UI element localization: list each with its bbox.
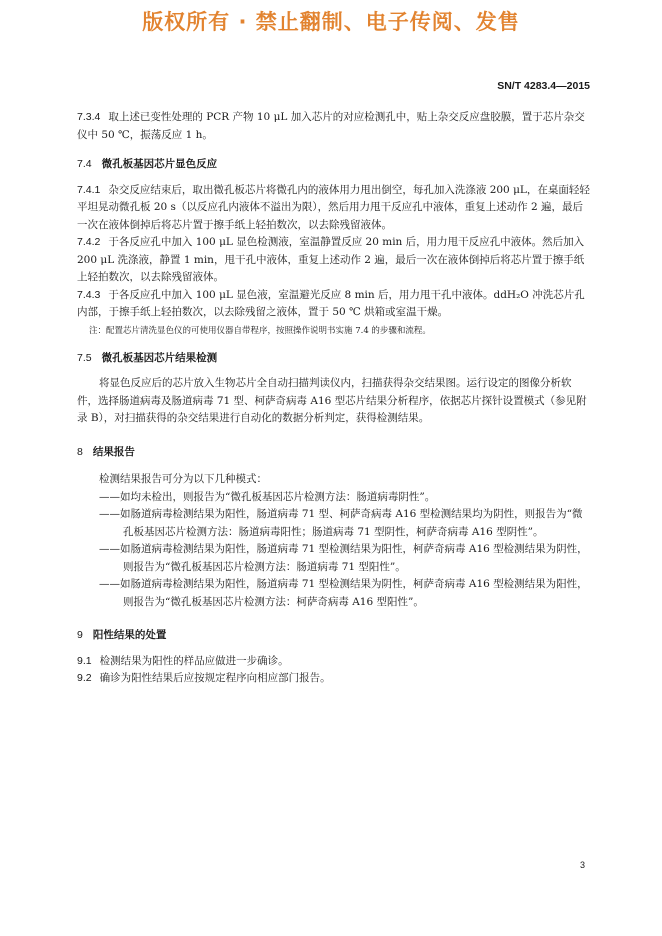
clause-7-4-2 (77, 234, 591, 287)
clause-text: 检测结果为阳性的样品应做进一步确诊。 (99, 654, 289, 667)
clause-number: 7.4.3 (77, 288, 101, 301)
section-heading-7-4 (77, 156, 591, 174)
clause-text: 于各反应孔中加入 100 μL 显色液，室温避光反应 8 min 后，用力甩干孔中液体。ddH₂O 冲洗芯片孔内部，于擦手纸上轻拍数次，以去除残留之液体，置于 50 ℃ 烘箱或室温干燥。 (77, 288, 585, 318)
clause-number: 9.1 (77, 654, 92, 667)
section-title: 结果报告 (92, 445, 135, 458)
clause-number: 9.2 (77, 672, 92, 684)
clause-number: 7.3.4 (77, 111, 101, 123)
section-7-5-text: 将显色反应后的芯片放入生物芯片全自动扫描判读仪内，扫描获得杂交结果图。运行设定的图像分析软件，选择肠道病毒及肠道病毒 71 型、柯萨奇病毒 A16 型芯片结果分析程序，依据芯片探针设置模式（参见附录 B），对扫描获得的杂交结果进行自动化的数据分析判定，获得检测结果。 (77, 377, 587, 424)
note: 注：配置芯片清洗显色仪的可使用仪器自带程序，按照操作说明书实施 7.4 的步骤和流程。 (89, 325, 431, 336)
clause-text: 于各反应孔中加入 100 μL 显色检测液，室温静置反应 20 min 后，用力甩干反应孔中液体。然后加入 200 μL 洗涤液，静置 1 min，甩干孔中液体，重复上述动作 2 遍，最后一次在液体倒掉后将芯片置于擦手纸上轻拍数次，以去除残留液体。 (77, 236, 585, 283)
clause-7-4-3 (77, 287, 591, 322)
copyright-watermark: 版权所有 · 禁止翻制、电子传阅、发售 (142, 10, 520, 34)
section-number: 8 (77, 445, 83, 458)
clause-9-2 (77, 670, 591, 688)
section-heading-7-5 (77, 350, 591, 368)
section-number: 7.5 (77, 351, 92, 364)
section-number: 7.4 (77, 158, 92, 170)
report-mode-item: ——如均未检出，则报告为“微孔板基因芯片检测方法：肠道病毒阴性”。 (99, 490, 436, 503)
report-mode-item: ——如肠道病毒检测结果为阳性，肠道病毒 71 型检测结果为阴性，柯萨奇病毒 A16 型检测结果为阳性，则报告为“微孔板基因芯片检测方法：柯萨奇病毒 A16 型阳性”。 (99, 578, 588, 608)
section-title: 微孔板基因芯片结果检测 (101, 351, 218, 364)
clause-text: 杂交反应结束后，取出微孔板芯片将微孔内的液体用力甩出倒空，每孔加入洗涤液 200 μL，在桌面轻轻平坦晃动微孔板 20 s（以反应孔内液体不溢出为限），然后用力甩干反应孔中液体，重复上述动作 2 遍，最后一次在液体倒掉后将芯片置于擦手纸上轻拍数次，以去除残留液体。 (77, 183, 590, 231)
clause-number: 7.4.1 (77, 183, 101, 196)
section-number: 9 (77, 629, 83, 641)
report-mode-item: ——如肠道病毒检测结果为阳性，肠道病毒 71 型、柯萨奇病毒 A16 型检测结果均为阴性，则报告为“微孔板基因芯片检测方法：肠道病毒阳性；肠道病毒 71 型阴性，柯萨奇病毒 A16 型阴性”。 (99, 508, 583, 538)
clause-9-1 (77, 653, 591, 671)
section-title: 微孔板基因芯片显色反应 (101, 158, 218, 170)
section-title: 阳性结果的处置 (92, 629, 167, 641)
clause-text: 确诊为阳性结果后应按规定程序向相应部门报告。 (99, 672, 331, 684)
report-mode-item: ——如肠道病毒检测结果为阳性，肠道病毒 71 型检测结果为阳性，柯萨奇病毒 A16 型检测结果为阴性，则报告为“微孔板基因芯片检测方法：肠道病毒 71 型阳性”。 (99, 543, 588, 573)
section-heading-9 (77, 627, 591, 645)
clause-7-3-4 (77, 109, 591, 144)
standard-code: SN/T 4283.4—2015 (497, 80, 590, 92)
section-heading-8 (77, 444, 591, 462)
page-number: 3 (579, 860, 585, 870)
clause-7-4-1 (77, 182, 591, 235)
clause-text: 取上述已变性处理的 PCR 产物 10 μL 加入芯片的对应检测孔中，贴上杂交反应盘胶膜，置于芯片杂交仪中 50 ℃，振荡反应 1 h。 (77, 111, 585, 141)
document-body (77, 109, 591, 688)
report-intro: 检测结果报告可分为以下几种模式： (99, 473, 267, 485)
clause-number: 7.4.2 (77, 236, 101, 248)
